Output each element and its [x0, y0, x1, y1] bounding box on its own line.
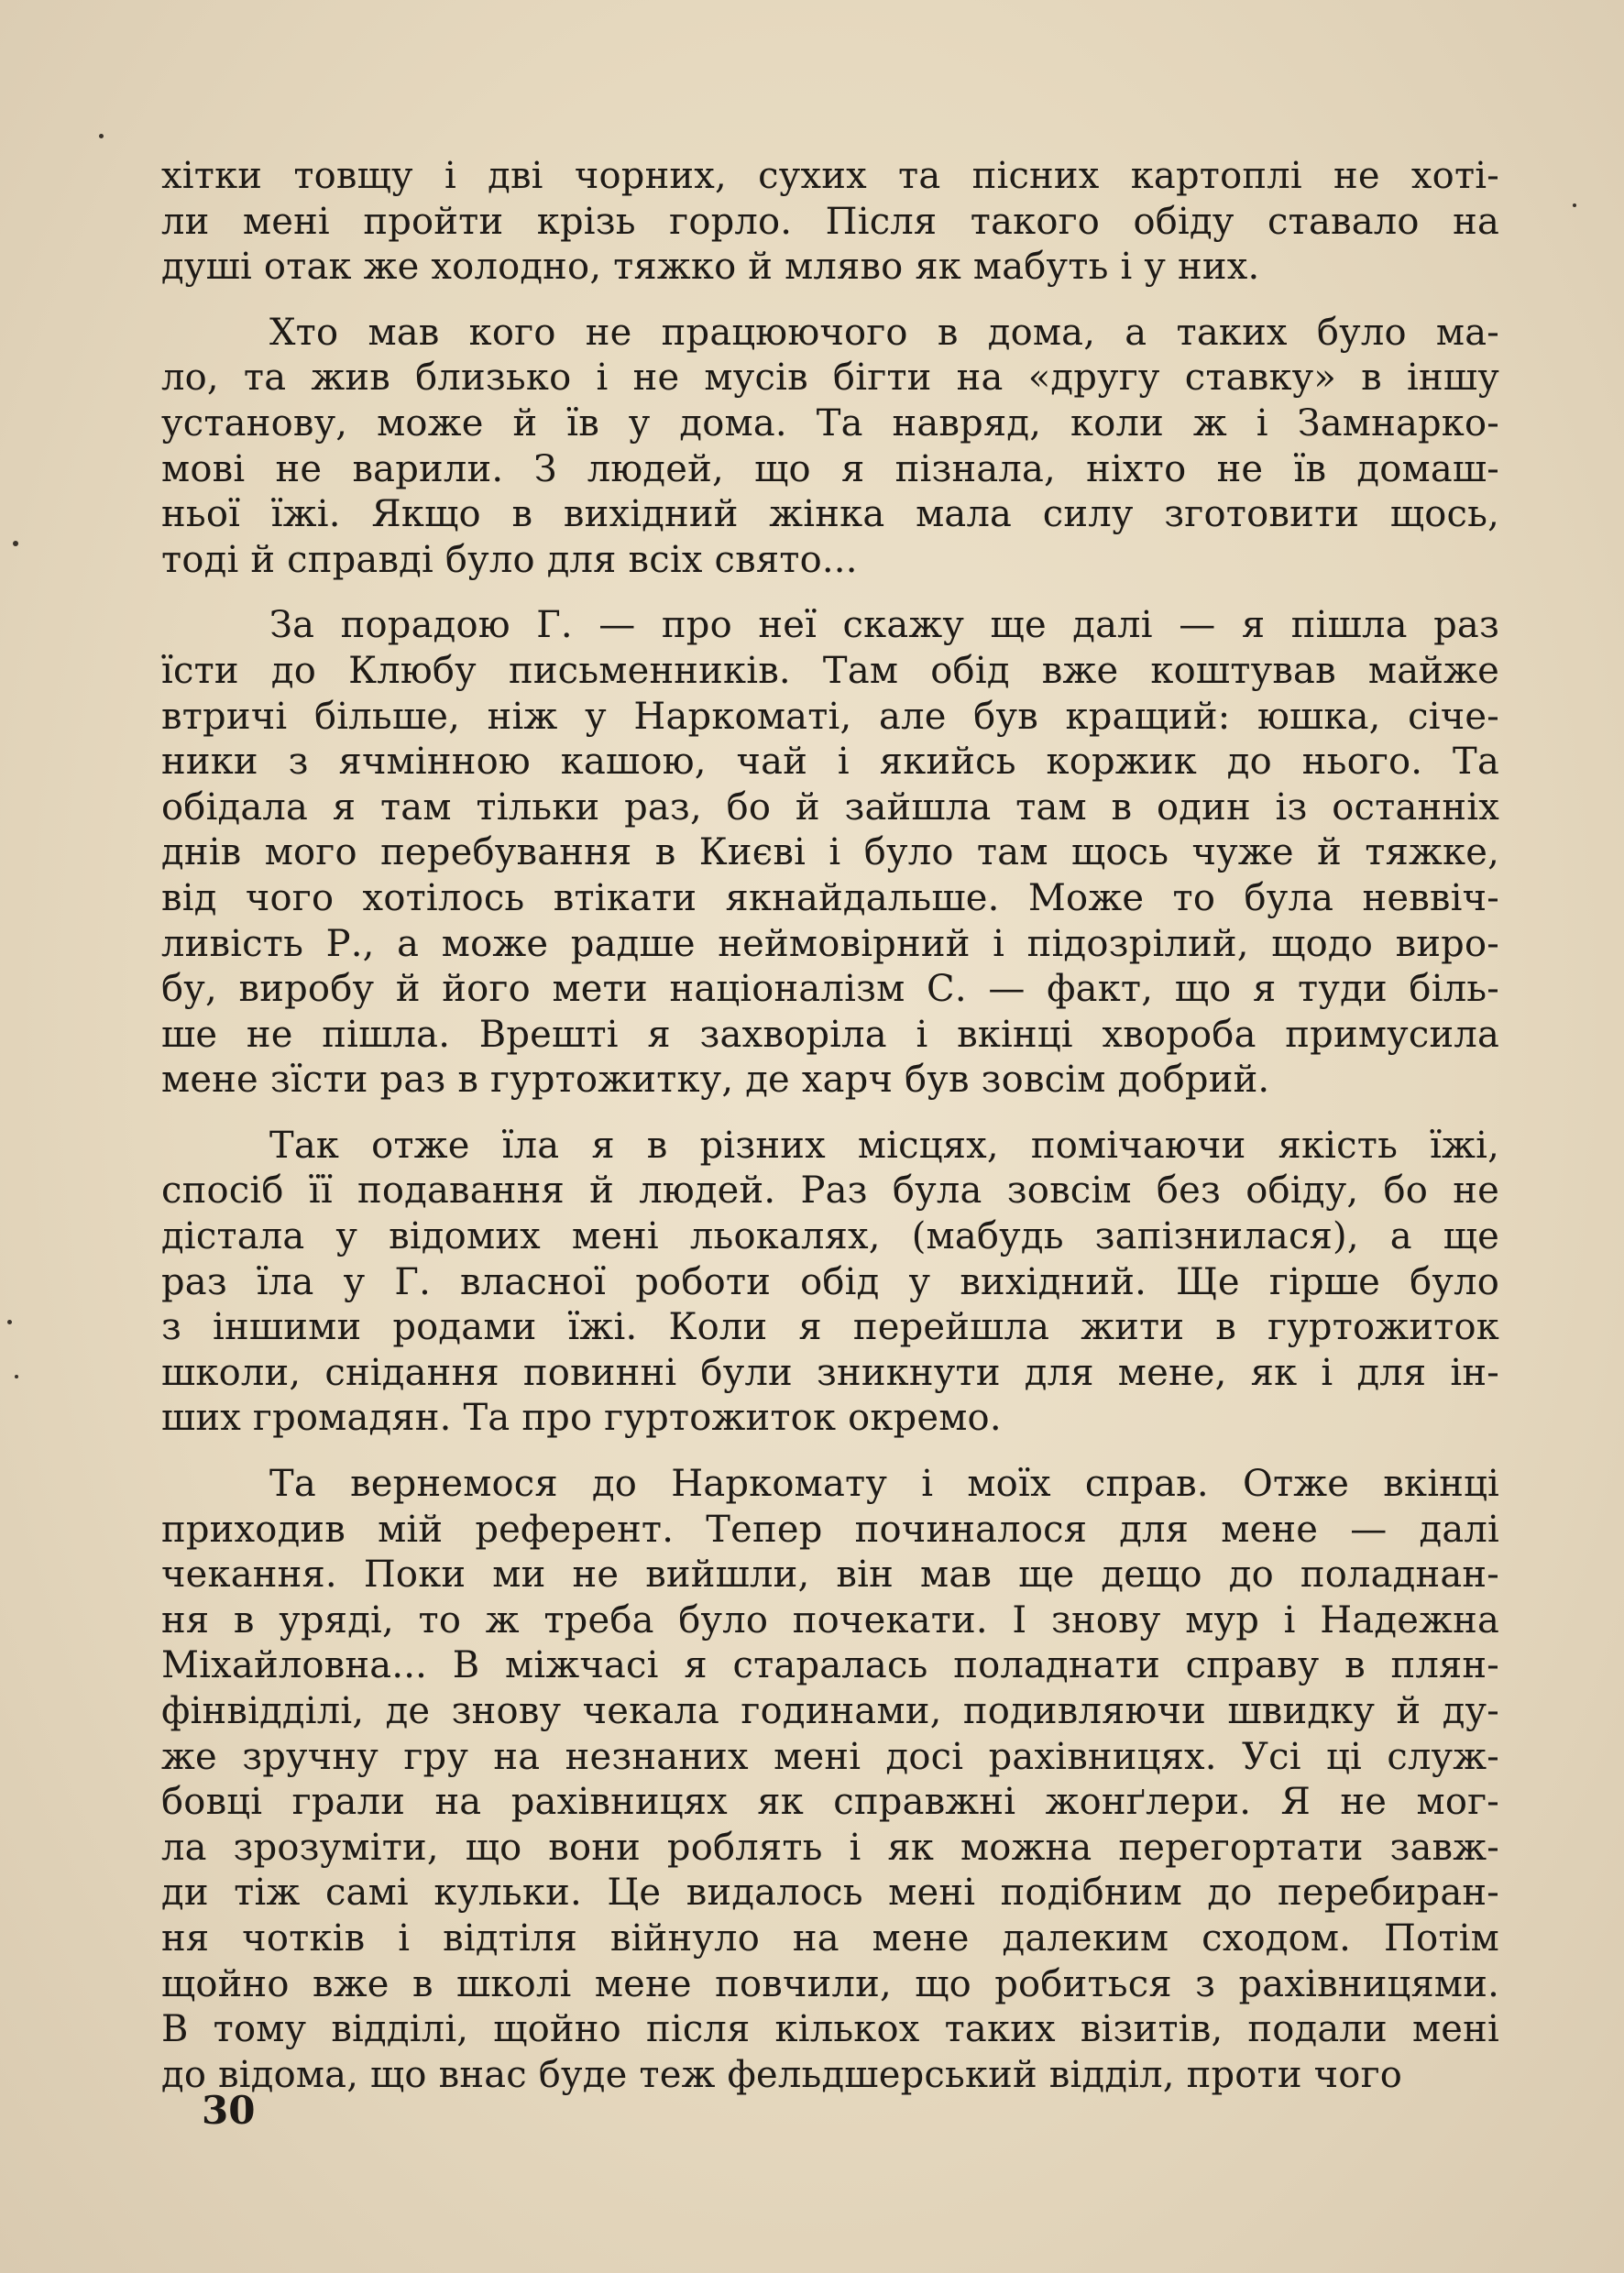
body-text — [161, 154, 1499, 2098]
paragraph — [161, 1124, 1499, 1442]
text-line: установу, може й їв у дома. Та навряд, коли ж і Замнарко- — [161, 401, 1499, 445]
text-line: За порадою Г. — про неї скажу ще далі — я пішла раз — [269, 604, 1499, 647]
paragraph — [161, 1462, 1499, 2098]
text-line: мові не варили. З людей, що я пізнала, ніхто не їв домаш- — [161, 447, 1499, 490]
text-line: ди тіж самі кульки. Це видалось мені подібним до перебиран- — [161, 1872, 1499, 1915]
text-line: щойно вже в школі мене повчили, що робиться з рахівницями. — [161, 1962, 1499, 2005]
text-line: душі отак же холодно, тяжко й мляво як мабуть і у них. — [161, 246, 1260, 289]
text-line: хітки товщу і дві чорних, сухих та пісних картоплі не хоті- — [161, 155, 1499, 197]
text-line: до відома, що внас буде теж фельдшерський відділ, проти чого — [161, 2053, 1403, 2096]
text-line: школи, снідання повинні були зникнути для мене, як і для ін- — [161, 1351, 1499, 1394]
text-line: ники з ячмінною кашою, чай і якийсь коржик до нього. Та — [161, 741, 1499, 784]
text-line: ших громадян. Та про гуртожиток окремо. — [161, 1397, 1002, 1440]
text-line: від чого хотілось втікати якнайдальше. Може то була неввіч- — [161, 876, 1499, 919]
text-line: з іншими родами їжі. Коли я перейшла жити в гуртожиток — [161, 1306, 1499, 1349]
text-line: Хто мав кого не працюючого в дома, а таких було ма- — [269, 311, 1499, 354]
ink-speck — [7, 1320, 12, 1324]
ink-speck — [15, 1375, 18, 1378]
ink-speck — [99, 134, 104, 138]
text-line: раз їла у Г. власної роботи обід у вихідний. Ще гірше було — [161, 1260, 1499, 1303]
page-number: 30 — [202, 2088, 256, 2133]
text-line: обідала я там тільки раз, бо й зайшла там в один із останніх — [161, 785, 1499, 829]
text-line: їсти до Клюбу письменників. Там обід вже коштував майже — [161, 649, 1499, 692]
text-line: ла зрозуміти, що вони роблять і як можна перегортати завж- — [161, 1826, 1499, 1869]
text-line: ше не пішла. Врешті я захворіла і вкінці хвороба примусила — [161, 1013, 1499, 1056]
text-line: ло, та жив близько і не мусів бігти на «другу ставку» в іншу — [161, 357, 1499, 400]
text-line: В тому відділі, щойно після кількох таких візитів, подали мені — [161, 2008, 1499, 2051]
text-line: бовці грали на рахівницях як справжні жонґлери. Я не мог- — [161, 1781, 1499, 1824]
text-line: бу, виробу й його мети націоналізм С. — факт, що я туди біль- — [161, 968, 1499, 1011]
text-line: Так отже їла я в різних місцях, помічаючи якість їжі, — [269, 1124, 1499, 1167]
text-line: же зручну гру на незнаних мені досі рахівницях. Усі ці служ- — [161, 1735, 1499, 1778]
paragraph — [161, 311, 1499, 584]
text-line: ли мені пройти крізь горло. Після такого обіду ставало на — [161, 200, 1499, 243]
text-line: чекання. Поки ми не вийшли, він мав ще дещо до поладнан- — [161, 1554, 1499, 1597]
text-line: днів мого перебування в Києві і було там щось чуже й тяжке, — [161, 831, 1499, 874]
text-line: ня в уряді, то ж треба було почекати. І знову мур і Надежна — [161, 1598, 1499, 1642]
text-line: спосіб її подавання й людей. Раз була зовсім без обіду, бо не — [161, 1169, 1499, 1213]
text-line: Міхайловна... В міжчасі я старалась поладнати справу в плян- — [161, 1644, 1499, 1687]
text-line: ливість Р., а може радше неймовірний і підозрілий, щодо виро- — [161, 922, 1499, 965]
text-line: тоді й справді було для всіх свято... — [161, 538, 858, 581]
paragraph — [161, 154, 1499, 291]
ink-speck — [1573, 203, 1576, 207]
text-line: приходив мій референт. Тепер починалося для мене — далі — [161, 1508, 1499, 1551]
paragraph — [161, 603, 1499, 1104]
text-line: Та вернемося до Наркомату і моїх справ. Отже вкінці — [269, 1463, 1499, 1506]
text-line: втричі більше, ніж у Наркоматі, але був кращий: юшка, січе- — [161, 695, 1499, 738]
text-line: ня чотків і відтіля війнуло на мене далеким сходом. Потім — [161, 1916, 1499, 1960]
text-line: фінвідділі, де знову чекала годинами, подивляючи швидку й ду- — [161, 1690, 1499, 1732]
ink-speck — [13, 541, 18, 546]
text-line: ньої їжі. Якщо в вихідний жінка мала силу зготовити щось, — [161, 493, 1499, 536]
text-line: дістала у відомих мені льокалях, (мабудь запізнилася), а ще — [161, 1215, 1499, 1258]
text-line: мене зїсти раз в гуртожитку, де харч був зовсім добрий. — [161, 1059, 1270, 1102]
